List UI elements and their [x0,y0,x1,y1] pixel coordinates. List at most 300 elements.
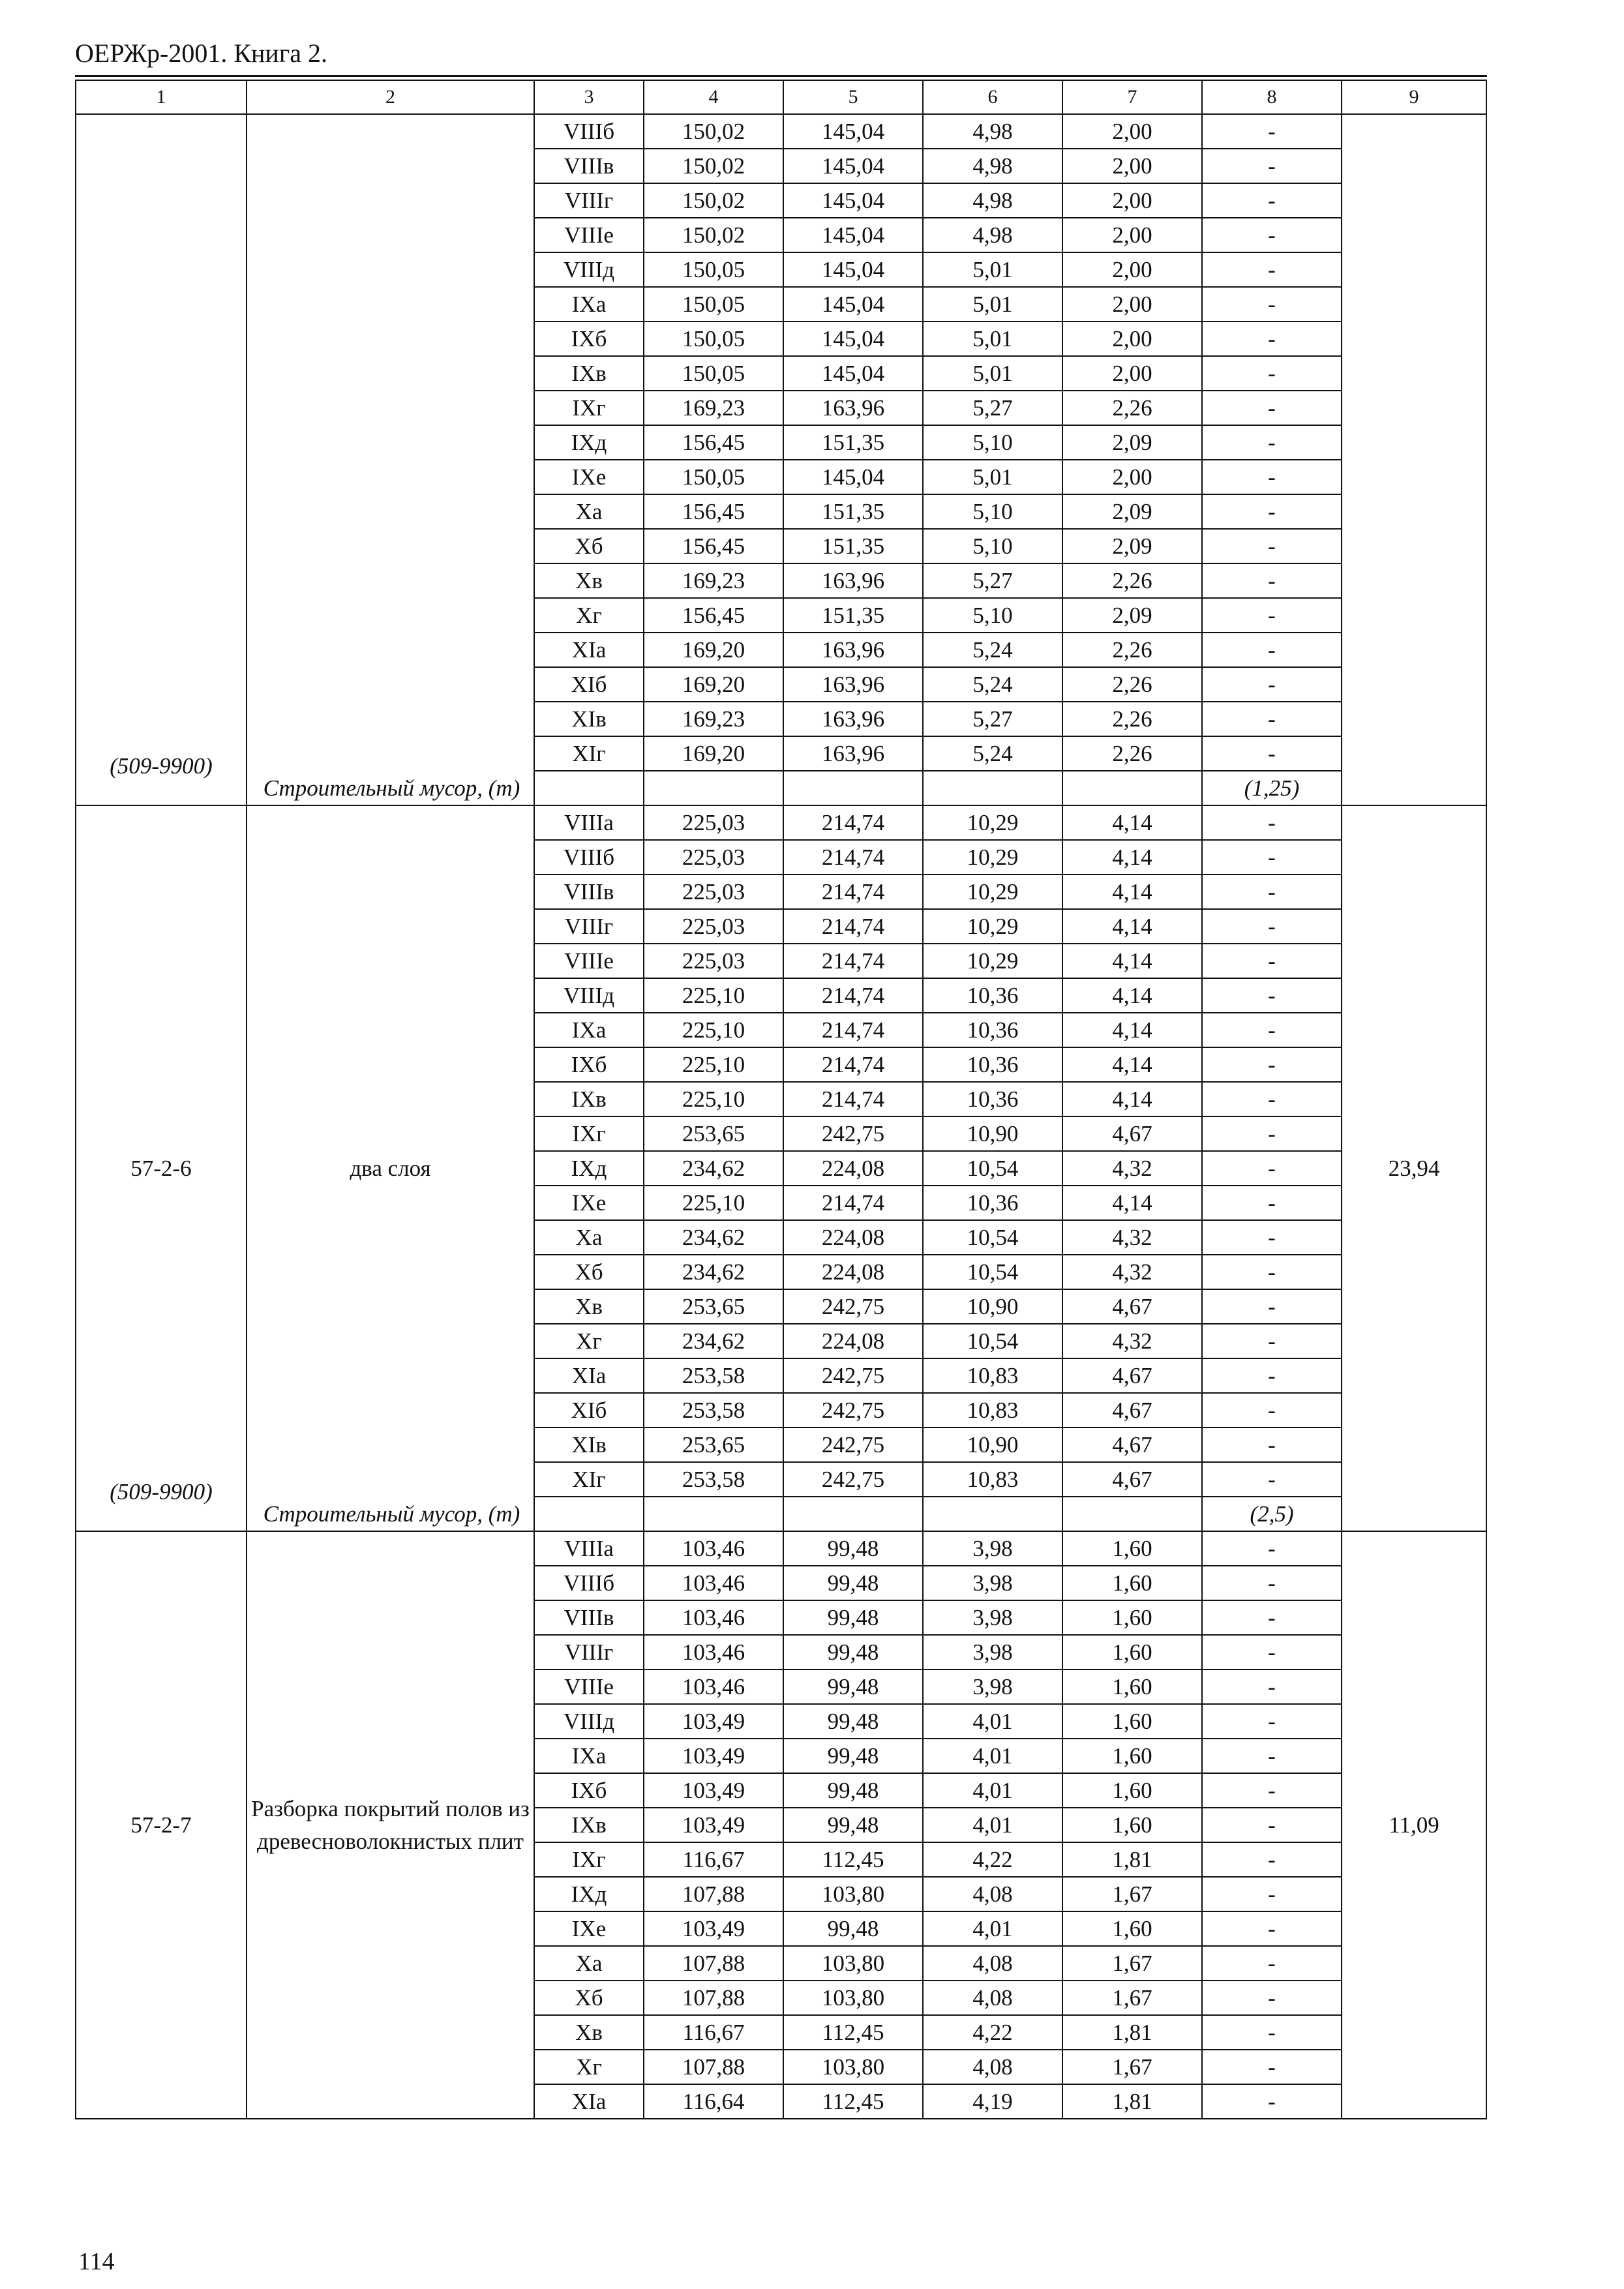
value-cell-col8: - [1202,1151,1342,1186]
value-cell-col8: - [1202,944,1342,978]
value-cell-col8: - [1202,356,1342,391]
value-cell-col8: - [1202,1462,1342,1497]
rate-description-cell [247,1531,534,2119]
value-cell-col5: 112,45 [783,2015,923,2050]
value-cell-col6: 3,98 [923,1531,1062,1566]
value-cell-col6: 3,98 [923,1635,1062,1669]
value-cell-col8: - [1202,1566,1342,1600]
value-cell-col8: - [1202,736,1342,771]
value-cell-col7: 2,26 [1062,563,1202,598]
value-cell-col8: - [1202,1324,1342,1358]
column-header: 3 [534,80,644,114]
value-cell-col4: 169,23 [644,391,783,425]
value-cell-col4: 103,49 [644,1773,783,1808]
rate-description: два слоя [350,1155,431,1181]
value-cell-col7: 2,00 [1062,322,1202,356]
value-cell-col3: Xв [534,1289,644,1324]
value-cell-col8: - [1202,149,1342,183]
value-cell-col4: 225,03 [644,944,783,978]
value-cell-col4: 150,02 [644,114,783,149]
value-cell-col4: 234,62 [644,1324,783,1358]
value-cell-col5: 163,96 [783,736,923,771]
value-cell-col6: 4,22 [923,2015,1062,2050]
column-header: 6 [923,80,1062,114]
resource-empty-cell [923,1497,1062,1531]
value-cell-col6: 10,29 [923,875,1062,909]
value-cell-col8: - [1202,1669,1342,1704]
value-cell-col3: VIIIб [534,114,644,149]
value-cell-col3: VIIIе [534,1669,644,1704]
value-cell-col4: 169,23 [644,702,783,736]
value-cell-col5: 151,35 [783,529,923,563]
value-cell-col7: 4,67 [1062,1116,1202,1151]
value-cell-col4: 150,05 [644,322,783,356]
value-cell-col3: VIIIа [534,1531,644,1566]
value-cell-col7: 1,67 [1062,2050,1202,2084]
rates-table [75,80,1487,2119]
value-cell-col8: - [1202,425,1342,460]
resource-value-cell: (1,25) [1202,771,1342,805]
value-cell-col7: 4,14 [1062,944,1202,978]
value-cell-col3: Xг [534,598,644,633]
value-cell-col5: 99,48 [783,1773,923,1808]
header-rule [75,75,1487,77]
value-cell-col6: 10,54 [923,1324,1062,1358]
value-cell-col3: Xг [534,1324,644,1358]
value-cell-col8: - [1202,114,1342,149]
value-cell-col3: Xб [534,529,644,563]
value-cell-col6: 10,29 [923,944,1062,978]
rate-description-cell [247,805,534,1531]
value-cell-col6: 4,01 [923,1911,1062,1946]
value-cell-col3: XIг [534,1462,644,1497]
value-cell-col3: IXа [534,1013,644,1047]
value-cell-col6: 4,98 [923,183,1062,218]
value-cell-col6: 10,36 [923,1186,1062,1220]
value-cell-col5: 112,45 [783,1842,923,1877]
rate-code-cell [76,1531,247,2119]
value-cell-col8: - [1202,909,1342,944]
col9-cell [1342,114,1486,805]
value-cell-col6: 10,29 [923,840,1062,875]
value-cell-col3: XIг [534,736,644,771]
resource-empty-cell [783,771,923,805]
value-cell-col4: 103,46 [644,1635,783,1669]
value-cell-col7: 2,00 [1062,287,1202,322]
value-cell-col8: - [1202,1047,1342,1082]
value-cell-col4: 156,45 [644,529,783,563]
value-cell-col8: - [1202,218,1342,252]
resource-empty-cell [644,1497,783,1531]
rate-code-cell [76,805,247,1531]
value-cell-col3: VIIIг [534,183,644,218]
column-header: 4 [644,80,783,114]
value-cell-col4: 234,62 [644,1220,783,1255]
value-cell-col5: 145,04 [783,322,923,356]
value-cell-col3: VIIIб [534,1566,644,1600]
value-cell-col7: 2,26 [1062,391,1202,425]
value-cell-col7: 4,67 [1062,1428,1202,1462]
value-cell-col4: 150,02 [644,149,783,183]
value-cell-col6: 4,98 [923,149,1062,183]
document-header-title: ОЕРЖр-2001. Книга 2. [75,38,327,68]
value-cell-col3: IXг [534,1116,644,1151]
value-cell-col4: 150,05 [644,287,783,322]
value-cell-col8: - [1202,1704,1342,1739]
value-cell-col3: Xа [534,1946,644,1981]
value-cell-col4: 234,62 [644,1151,783,1186]
value-cell-col5: 224,08 [783,1324,923,1358]
value-cell-col6: 10,36 [923,1047,1062,1082]
value-cell-col3: IXе [534,1911,644,1946]
value-cell-col5: 224,08 [783,1255,923,1289]
value-cell-col8: - [1202,391,1342,425]
value-cell-col8: - [1202,529,1342,563]
value-cell-col8: - [1202,1220,1342,1255]
value-cell-col4: 150,05 [644,252,783,287]
col9-cell: 11,09 [1342,1531,1486,2119]
value-cell-col3: XIа [534,2084,644,2119]
value-cell-col7: 1,60 [1062,1773,1202,1808]
column-header: 2 [247,80,534,114]
value-cell-col7: 2,09 [1062,425,1202,460]
value-cell-col3: XIа [534,1358,644,1393]
value-cell-col5: 99,48 [783,1600,923,1635]
value-cell-col5: 103,80 [783,1946,923,1981]
value-cell-col8: - [1202,667,1342,702]
value-cell-col3: IXб [534,1047,644,1082]
value-cell-col3: Xб [534,1255,644,1289]
value-cell-col6: 5,27 [923,391,1062,425]
value-cell-col5: 163,96 [783,563,923,598]
value-cell-col3: Xв [534,563,644,598]
value-cell-col3: VIIIб [534,840,644,875]
value-cell-col7: 4,14 [1062,1013,1202,1047]
value-cell-col4: 107,88 [644,2050,783,2084]
value-cell-col7: 1,67 [1062,1946,1202,1981]
value-cell-col7: 2,00 [1062,356,1202,391]
value-cell-col4: 225,10 [644,978,783,1013]
value-cell-col7: 4,14 [1062,1186,1202,1220]
value-cell-col7: 1,81 [1062,2084,1202,2119]
value-cell-col3: XIб [534,1393,644,1428]
value-cell-col3: IXе [534,1186,644,1220]
value-cell-col7: 2,00 [1062,218,1202,252]
column-header: 7 [1062,80,1202,114]
value-cell-col4: 225,03 [644,805,783,840]
value-cell-col7: 2,26 [1062,736,1202,771]
value-cell-col7: 2,00 [1062,114,1202,149]
value-cell-col5: 103,80 [783,1981,923,2015]
value-cell-col5: 214,74 [783,909,923,944]
value-cell-col8: - [1202,598,1342,633]
value-cell-col8: - [1202,494,1342,529]
value-cell-col5: 103,80 [783,2050,923,2084]
value-cell-col5: 242,75 [783,1462,923,1497]
resource-empty-cell [1062,1497,1202,1531]
value-cell-col4: 225,03 [644,875,783,909]
value-cell-col5: 99,48 [783,1566,923,1600]
column-header: 8 [1202,80,1342,114]
value-cell-col4: 103,46 [644,1566,783,1600]
value-cell-col6: 5,01 [923,287,1062,322]
value-cell-col7: 4,14 [1062,1082,1202,1116]
value-cell-col5: 151,35 [783,425,923,460]
value-cell-col8: - [1202,1358,1342,1393]
value-cell-col5: 214,74 [783,1186,923,1220]
table-row [76,805,1486,840]
value-cell-col8: - [1202,287,1342,322]
value-cell-col5: 214,74 [783,1082,923,1116]
value-cell-col6: 4,01 [923,1704,1062,1739]
resource-empty-cell [1062,771,1202,805]
value-cell-col5: 214,74 [783,978,923,1013]
value-cell-col4: 225,03 [644,909,783,944]
value-cell-col7: 1,60 [1062,1911,1202,1946]
value-cell-col5: 224,08 [783,1151,923,1186]
value-cell-col7: 4,67 [1062,1462,1202,1497]
value-cell-col3: IXг [534,1842,644,1877]
value-cell-col4: 225,10 [644,1082,783,1116]
value-cell-col3: XIб [534,667,644,702]
value-cell-col3: VIIIг [534,909,644,944]
resource-empty-cell [644,771,783,805]
value-cell-col4: 169,23 [644,563,783,598]
value-cell-col3: VIIIв [534,1600,644,1635]
rate-description-cell [247,114,534,805]
rate-description: Разборка покрытий полов из древесноволокнистых плит [251,1795,530,1854]
value-cell-col8: - [1202,840,1342,875]
value-cell-col7: 1,67 [1062,1981,1202,2015]
value-cell-col8: - [1202,1842,1342,1877]
value-cell-col5: 99,48 [783,1739,923,1773]
value-cell-col7: 2,00 [1062,183,1202,218]
value-cell-col8: - [1202,702,1342,736]
value-cell-col8: - [1202,1116,1342,1151]
value-cell-col5: 151,35 [783,598,923,633]
value-cell-col6: 10,29 [923,909,1062,944]
value-cell-col3: VIIIв [534,149,644,183]
value-cell-col5: 163,96 [783,391,923,425]
value-cell-col7: 4,67 [1062,1358,1202,1393]
value-cell-col8: - [1202,2084,1342,2119]
page-number: 114 [78,2248,115,2275]
value-cell-col5: 145,04 [783,114,923,149]
resource-code: (509-9900) [110,1479,213,1504]
value-cell-col5: 163,96 [783,702,923,736]
value-cell-col8: - [1202,1773,1342,1808]
value-cell-col6: 4,22 [923,1842,1062,1877]
value-cell-col4: 169,20 [644,736,783,771]
rate-code: 57-2-6 [130,1155,192,1181]
value-cell-col5: 99,48 [783,1704,923,1739]
value-cell-col6: 5,24 [923,667,1062,702]
value-cell-col5: 242,75 [783,1393,923,1428]
value-cell-col8: - [1202,1428,1342,1462]
value-cell-col8: - [1202,460,1342,494]
value-cell-col6: 10,90 [923,1428,1062,1462]
value-cell-col6: 5,10 [923,425,1062,460]
value-cell-col7: 1,67 [1062,1877,1202,1911]
value-cell-col8: - [1202,1393,1342,1428]
value-cell-col8: - [1202,1808,1342,1842]
value-cell-col4: 150,05 [644,460,783,494]
value-cell-col6: 4,01 [923,1808,1062,1842]
value-cell-col8: - [1202,1255,1342,1289]
value-cell-col6: 5,24 [923,633,1062,667]
value-cell-col5: 224,08 [783,1220,923,1255]
value-cell-col3: VIIIв [534,875,644,909]
value-cell-col3: XIв [534,702,644,736]
value-cell-col4: 169,20 [644,633,783,667]
value-cell-col3: VIIIд [534,252,644,287]
value-cell-col7: 1,60 [1062,1704,1202,1739]
value-cell-col3: IXа [534,287,644,322]
value-cell-col4: 107,88 [644,1877,783,1911]
value-cell-col4: 116,67 [644,1842,783,1877]
value-cell-col6: 5,27 [923,702,1062,736]
column-number-row [76,80,1486,114]
value-cell-col4: 150,05 [644,356,783,391]
value-cell-col8: - [1202,322,1342,356]
value-cell-col8: - [1202,1186,1342,1220]
value-cell-col6: 4,08 [923,1877,1062,1911]
value-cell-col4: 116,67 [644,2015,783,2050]
value-cell-col7: 4,32 [1062,1220,1202,1255]
value-cell-col4: 225,10 [644,1047,783,1082]
value-cell-col8: - [1202,1911,1342,1946]
col9-cell: 23,94 [1342,805,1486,1531]
value-cell-col5: 99,48 [783,1669,923,1704]
value-cell-col4: 107,88 [644,1981,783,2015]
value-cell-col6: 10,90 [923,1116,1062,1151]
value-cell-col7: 2,00 [1062,460,1202,494]
rate-code: 57-2-7 [130,1812,192,1838]
value-cell-col6: 4,19 [923,2084,1062,2119]
value-cell-col4: 103,46 [644,1600,783,1635]
value-cell-col6: 10,90 [923,1289,1062,1324]
value-cell-col4: 103,49 [644,1739,783,1773]
value-cell-col7: 1,81 [1062,2015,1202,2050]
value-cell-col6: 4,01 [923,1773,1062,1808]
value-cell-col7: 1,60 [1062,1808,1202,1842]
value-cell-col7: 4,14 [1062,978,1202,1013]
value-cell-col4: 156,45 [644,598,783,633]
value-cell-col6: 5,01 [923,460,1062,494]
value-cell-col4: 107,88 [644,1946,783,1981]
value-cell-col6: 5,01 [923,322,1062,356]
value-cell-col6: 10,29 [923,805,1062,840]
table-row [76,114,1486,149]
value-cell-col8: - [1202,1289,1342,1324]
value-cell-col5: 214,74 [783,1047,923,1082]
value-cell-col3: VIIIг [534,1635,644,1669]
value-cell-col7: 4,32 [1062,1151,1202,1186]
value-cell-col4: 150,02 [644,218,783,252]
column-header: 5 [783,80,923,114]
value-cell-col3: IXд [534,1877,644,1911]
resource-name: Строительный мусор, (т) [263,1501,520,1527]
value-cell-col7: 4,67 [1062,1393,1202,1428]
value-cell-col6: 10,54 [923,1255,1062,1289]
value-cell-col8: - [1202,1981,1342,2015]
value-cell-col8: - [1202,1531,1342,1566]
value-cell-col5: 145,04 [783,218,923,252]
value-cell-col5: 145,04 [783,356,923,391]
value-cell-col3: Xг [534,2050,644,2084]
value-cell-col8: - [1202,1877,1342,1911]
value-cell-col4: 253,65 [644,1116,783,1151]
value-cell-col6: 4,08 [923,2050,1062,2084]
resource-code: (509-9900) [110,753,213,779]
value-cell-col5: 145,04 [783,252,923,287]
value-cell-col4: 253,58 [644,1393,783,1428]
value-cell-col3: XIв [534,1428,644,1462]
value-cell-col4: 156,45 [644,425,783,460]
value-cell-col6: 3,98 [923,1600,1062,1635]
value-cell-col3: IXд [534,425,644,460]
value-cell-col7: 4,14 [1062,1047,1202,1082]
value-cell-col6: 10,54 [923,1220,1062,1255]
value-cell-col7: 4,67 [1062,1289,1202,1324]
value-cell-col3: IXв [534,356,644,391]
value-cell-col3: IXа [534,1739,644,1773]
value-cell-col8: - [1202,2015,1342,2050]
column-header: 9 [1342,80,1486,114]
value-cell-col8: - [1202,2050,1342,2084]
value-cell-col5: 163,96 [783,667,923,702]
value-cell-col6: 5,24 [923,736,1062,771]
value-cell-col7: 1,60 [1062,1531,1202,1566]
value-cell-col3: IXв [534,1082,644,1116]
value-cell-col3: Xа [534,1220,644,1255]
value-cell-col4: 225,10 [644,1186,783,1220]
value-cell-col3: IXд [534,1151,644,1186]
value-cell-col3: XIа [534,633,644,667]
value-cell-col8: - [1202,805,1342,840]
value-cell-col4: 103,49 [644,1911,783,1946]
value-cell-col6: 10,36 [923,1082,1062,1116]
value-cell-col7: 2,09 [1062,598,1202,633]
value-cell-col5: 151,35 [783,494,923,529]
value-cell-col5: 145,04 [783,460,923,494]
value-cell-col6: 10,54 [923,1151,1062,1186]
value-cell-col7: 2,09 [1062,494,1202,529]
value-cell-col7: 2,00 [1062,252,1202,287]
value-cell-col5: 214,74 [783,875,923,909]
value-cell-col6: 5,10 [923,598,1062,633]
table-row [76,1531,1486,1566]
value-cell-col6: 5,10 [923,529,1062,563]
value-cell-col5: 99,48 [783,1635,923,1669]
value-cell-col4: 103,46 [644,1669,783,1704]
value-cell-col4: 253,65 [644,1289,783,1324]
value-cell-col6: 3,98 [923,1669,1062,1704]
resource-name: Строительный мусор, (т) [263,775,520,801]
value-cell-col8: - [1202,252,1342,287]
value-cell-col7: 4,32 [1062,1324,1202,1358]
value-cell-col6: 3,98 [923,1566,1062,1600]
value-cell-col5: 99,48 [783,1911,923,1946]
value-cell-col4: 169,20 [644,667,783,702]
value-cell-col3: VIIIе [534,218,644,252]
value-cell-col5: 99,48 [783,1808,923,1842]
value-cell-col5: 214,74 [783,805,923,840]
value-cell-col5: 99,48 [783,1531,923,1566]
value-cell-col7: 2,26 [1062,702,1202,736]
value-cell-col8: - [1202,1600,1342,1635]
value-cell-col7: 1,60 [1062,1635,1202,1669]
